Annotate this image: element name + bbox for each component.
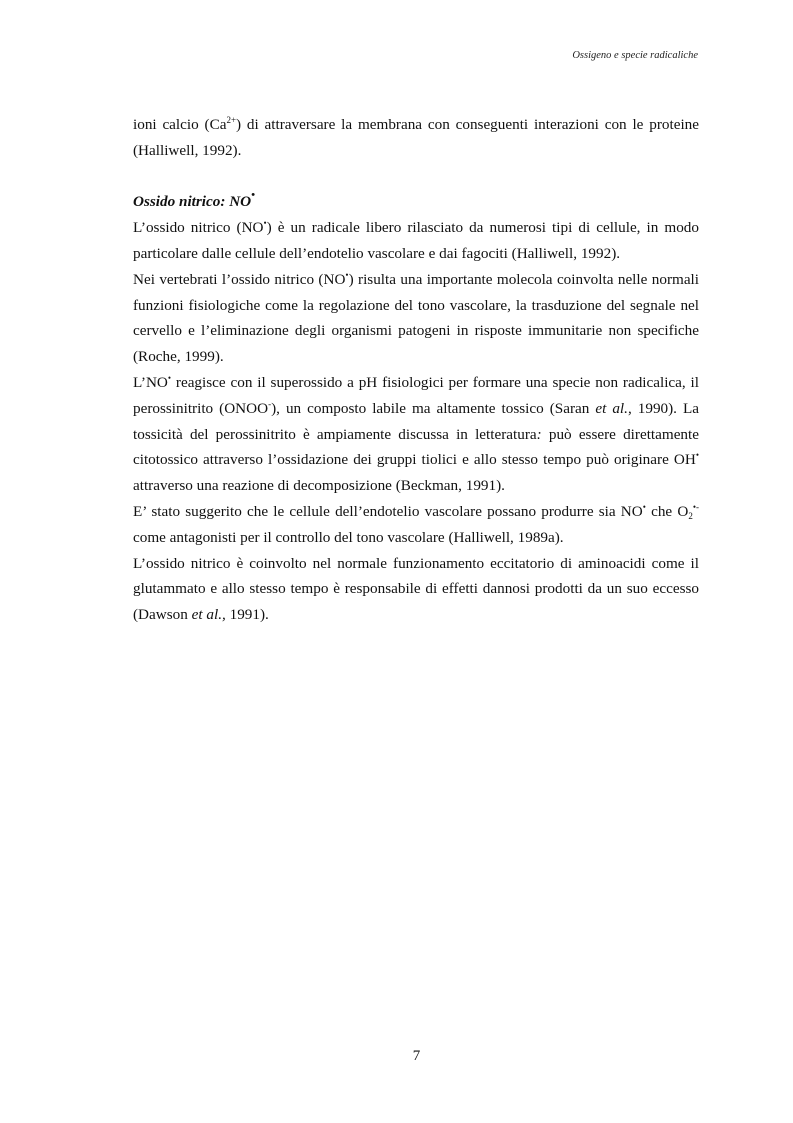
superscript: •: [167, 372, 172, 383]
text-run: , 1990). La tossicità del perossinitrito è ampiamente discussa in letteratura: [133, 399, 700, 443]
text-run: Nei vertebrati l’ossido nitrico (NO: [133, 270, 346, 288]
text-run: ) è un radicale libero rilasciato da numerosi tipi di cellule, in modo particolare dalle cellule dell’endotelio vascolare e dai fagociti (Halliwell, 1992).: [133, 219, 699, 262]
paragraph-4: [133, 499, 699, 551]
text-run: reagisce con il superossido a pH fisiologici per formare una specie non radicalica, il perossinitrito (ONOO: [133, 373, 699, 417]
subscript: 2: [688, 510, 693, 521]
radical-dot: •: [251, 189, 255, 202]
running-header: Ossigeno e specie radicaliche: [572, 50, 698, 61]
superscript: •: [642, 501, 646, 512]
text-run: ), un composto labile ma altamente tossico (Saran: [271, 399, 596, 417]
italic-text: et al.: [595, 399, 628, 417]
text-run: ) di attraversare la membrana con conseguenti interazioni con le proteine (Halliwell, 1992).: [133, 116, 700, 159]
superscript: •-: [692, 501, 699, 512]
text-run: attraverso una reazione di decomposizione (Beckman, 1991).: [133, 477, 505, 495]
paragraph-3: [133, 370, 699, 499]
paragraph-intro: [133, 112, 699, 164]
text-run: L’ossido nitrico è coinvolto nel normale funzionamento eccitatorio di aminoacidi come il glutammato e allo stesso tempo è responsabile di effetti dannosi prodotti da un suo eccesso (Dawson: [133, 554, 699, 624]
text-run: L’NO: [133, 373, 168, 391]
superscript: •: [345, 269, 349, 280]
superscript: 2+: [226, 115, 237, 125]
page-number: 7: [412, 1048, 421, 1064]
italic-text: et al.,: [191, 606, 226, 624]
text-run: come antagonisti per il controllo del tono vascolare (Halliwell, 1989a).: [133, 528, 564, 546]
text-run: può essere direttamente citotossico attraverso l’ossidazione dei gruppi tiolici e allo stesso tempo può originare OH: [133, 425, 699, 469]
superscript: •: [695, 450, 699, 461]
text-run: 1991).: [225, 606, 269, 624]
paragraph-5: [133, 551, 699, 628]
text-run: E’ stato suggerito che le cellule dell’endotelio vascolare possano produrre sia NO: [133, 502, 643, 520]
paragraph-gap: [133, 164, 699, 190]
superscript: •: [263, 218, 267, 229]
superscript: -: [268, 398, 272, 409]
text-run: L’ossido nitrico (NO: [133, 219, 264, 237]
section-heading-text: Ossido nitrico: NO: [133, 193, 252, 211]
text-run: che O: [645, 502, 689, 520]
section-heading: [133, 189, 699, 215]
text-run: ) risulta una importante molecola coinvolta nelle normali funzioni fisiologiche come la regolazione del tono vascolare, la trasduzione del segnale nel cervello e l’eliminazione degli organismi patogeni in risposte immunitarie non specifiche (Roche, 1999).: [133, 270, 699, 366]
text-run: ioni calcio (Ca: [133, 116, 227, 133]
italic-text: :: [536, 425, 542, 443]
paragraph-1: [133, 215, 699, 267]
body-text: [133, 112, 699, 628]
paragraph-2: [133, 267, 699, 370]
